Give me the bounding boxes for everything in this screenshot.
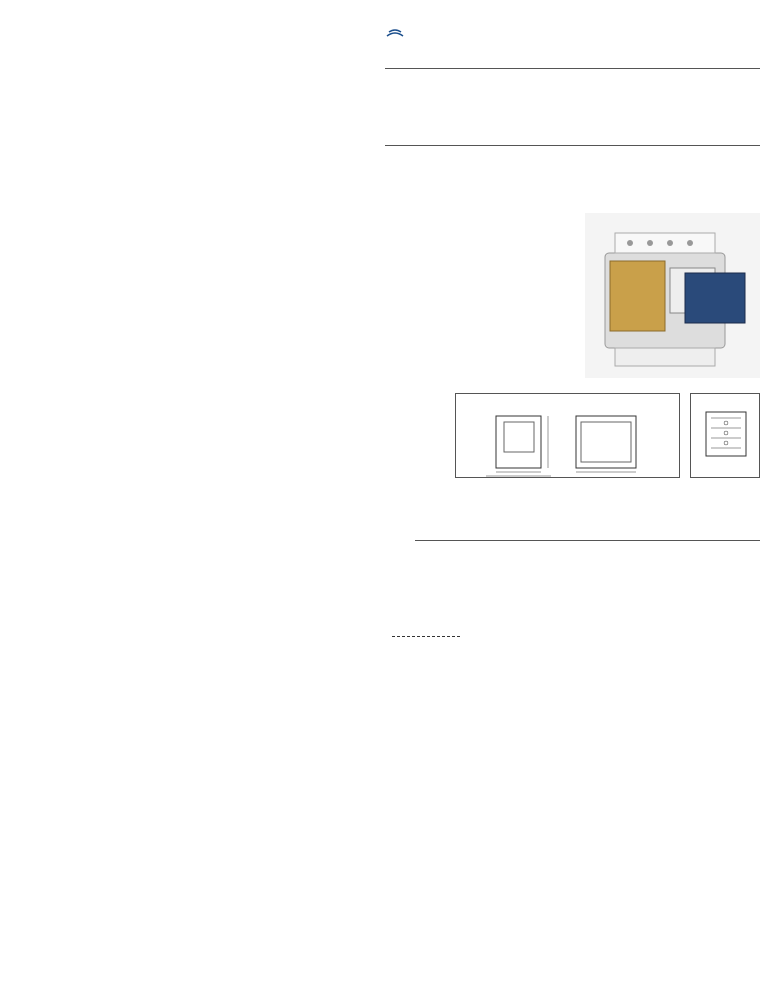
table-header (289, 524, 334, 526)
table-header (333, 524, 378, 526)
gems-logo-small (148, 467, 188, 493)
application-table-wrap (8, 522, 378, 526)
series-divider (415, 540, 760, 541)
table-header (244, 524, 289, 526)
header-divider (385, 68, 760, 69)
internal-wiring-drawing (691, 408, 761, 458)
address-block (148, 463, 288, 503)
gems-logo (385, 26, 455, 66)
product-photo (585, 213, 760, 378)
mounting-section (8, 754, 378, 757)
internal-wiring-diagram (690, 393, 760, 478)
relay-photo-image (585, 213, 760, 378)
dimension-drawing (456, 408, 681, 478)
general-divider (385, 145, 760, 146)
field-wiring-header (392, 630, 760, 644)
gems-logo-icon (385, 26, 455, 66)
application-table (8, 522, 378, 526)
dimension-diagram (455, 393, 680, 478)
